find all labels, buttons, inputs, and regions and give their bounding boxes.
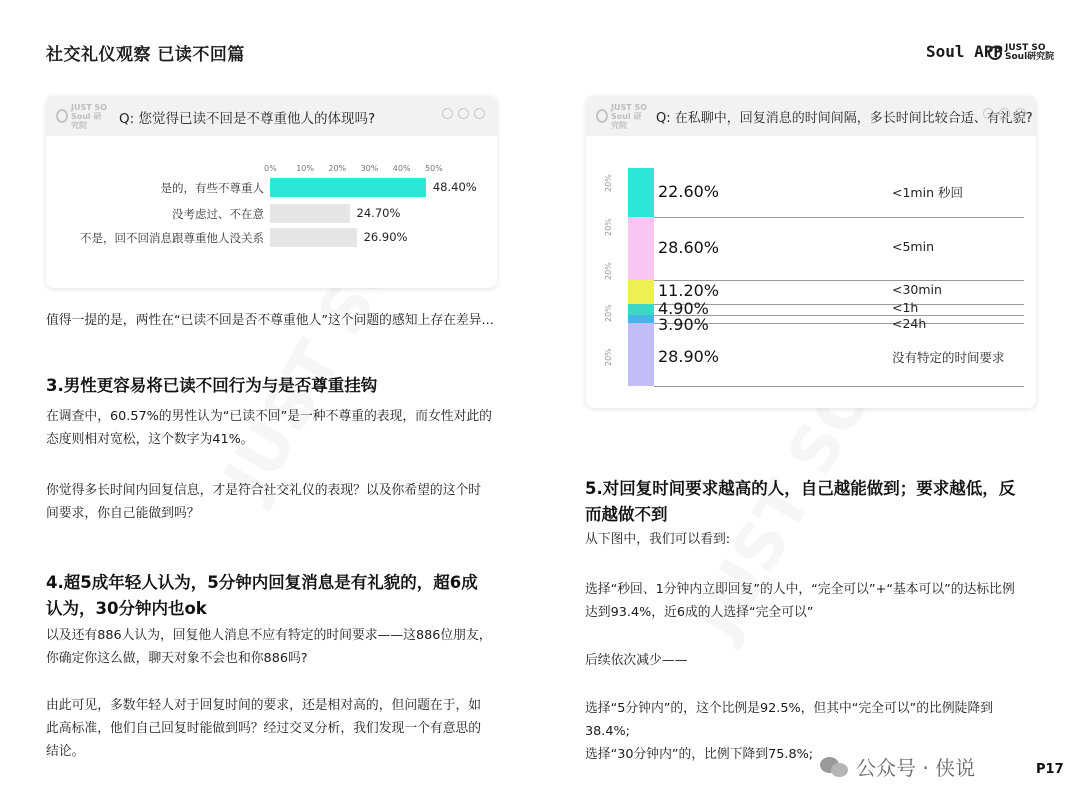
- transition-text: 后续依次减少——: [585, 653, 688, 668]
- window-buttons: [983, 108, 1026, 119]
- section-3-paragraph: 在调查中，60.57%的男性认为“已读不回”是一种不尊重的表现，而女性对此的 态度则相对宽松，这个数字为41%。: [46, 409, 492, 447]
- stack-divider: [654, 304, 1024, 305]
- stack-divider: [654, 323, 1024, 324]
- data-label: 26.90%: [363, 230, 408, 244]
- x-tick-label: 30%: [360, 164, 379, 173]
- close-icon: [474, 108, 485, 119]
- y-tick-label: 20%: [604, 218, 613, 236]
- card-header: [586, 96, 1036, 136]
- wechat-account-label: 公众号 · 侠说: [820, 752, 975, 781]
- intro-text: 从下图中，我们可以看到:: [585, 532, 731, 547]
- data-label: 4.90%: [658, 299, 709, 318]
- maximize-icon: [458, 108, 469, 119]
- soul-logo-icon: [56, 109, 68, 123]
- y-tick-label: 20%: [604, 304, 613, 322]
- x-tick-label: 0%: [264, 164, 277, 173]
- finding-paragraph-2: 选择“5分钟内”的，这个比例是92.5%，但其中“完全可以”的比例陡降到 38.4%; 选择“30分钟内”的，比例下降到75.8%;: [585, 701, 994, 762]
- category-label: <30min: [892, 282, 942, 297]
- data-label: 22.60%: [658, 182, 720, 201]
- stack-segment: [628, 217, 654, 279]
- stack-segment: [628, 323, 654, 386]
- conclusion-paragraph: 由此可见，多数年轻人对于回复时间的要求，还是相对高的，但问题在于，如 此高标准，他们自己回复时能做到吗？经过交叉分析，我们发现一个有意思的 结论。: [46, 698, 482, 759]
- data-label: 28.60%: [658, 238, 720, 257]
- page-title: 社交礼仪观察 已读不回篇: [46, 45, 245, 65]
- stack-segment: [628, 304, 654, 315]
- category-label: <1h: [892, 300, 919, 315]
- section-5-heading: 5.对回复时间要求越高的人，自己越能做到；要求越低，反 而越做不到: [585, 479, 1016, 524]
- soul-research-logo: JUST SO Soul 研究院: [56, 106, 108, 126]
- data-label: 28.90%: [658, 347, 720, 366]
- category-label: 没考虑过、不在意: [172, 207, 264, 221]
- y-tick-label: 20%: [604, 262, 613, 280]
- minimize-icon: [442, 108, 453, 119]
- x-tick-label: 10%: [296, 164, 314, 173]
- data-label: 11.20%: [658, 281, 720, 300]
- minimize-icon: [983, 108, 994, 119]
- x-tick-label: 50%: [425, 164, 443, 173]
- maximize-icon: [999, 108, 1010, 119]
- section-4-heading: 4.超5成年轻人认为，5分钟内回复消息是有礼貌的，超6成 认为，30分钟内也ok: [46, 573, 478, 618]
- question-text: Q: 您觉得已读不回是不尊重他人的体现吗?: [119, 111, 376, 127]
- section-3-heading: 3.男性更容易将已读不回行为与是否尊重挂钩: [46, 376, 378, 395]
- stack-segment: [628, 315, 654, 324]
- card-header: [46, 96, 497, 136]
- soul-logo-icon: [988, 46, 1002, 60]
- finding-paragraph-1: 选择“秒回、1分钟内立即回复”的人中，“完全可以”+“基本可以”的达标比例 达到93.4%，近6成的人选择“完全可以”: [585, 582, 1015, 620]
- data-label: 48.40%: [432, 180, 477, 194]
- x-tick-label: 20%: [328, 164, 347, 173]
- question-paragraph: 你觉得多长时间内回复信息，才是符合社交礼仪的表现？以及你希望的这个时 间要求，你自己能做到吗？: [46, 483, 482, 521]
- stack-segment: [628, 168, 654, 217]
- close-icon: [1015, 108, 1026, 119]
- brand-logo: JUST SO Soul研究院: [988, 44, 1054, 62]
- soul-logo-icon: [596, 109, 608, 123]
- category-label: 是的，有些不尊重人: [160, 181, 264, 195]
- bar: [270, 204, 350, 223]
- category-label: 没有特定的时间要求: [892, 350, 1005, 365]
- category-label: <24h: [892, 316, 927, 331]
- category-label: <5min: [892, 239, 934, 254]
- wechat-icon: [820, 755, 850, 779]
- data-label: 24.70%: [356, 206, 401, 220]
- category-label: <1min 秒回: [892, 185, 963, 200]
- question-text: Q: 在私聊中，回复消息的时间间隔，多长时间比较合适、有礼貌?: [656, 111, 1033, 126]
- note-text: 值得一提的是，两性在“已读不回是否不尊重他人”这个问题的感知上存在差异...: [46, 313, 494, 328]
- section-4-paragraph: 以及还有886人认为，回复他人消息不应有特定的时间要求——这886位朋友， 你确定你这么做，聊天对象不会也和你886吗?: [46, 628, 492, 666]
- brand-name: Soul APP: [926, 42, 1004, 61]
- category-label: 不是，回不回消息跟尊重他人没关系: [80, 231, 264, 245]
- stack-divider: [654, 386, 1024, 387]
- y-tick-label: 20%: [604, 348, 613, 366]
- page-number: P17: [1036, 762, 1064, 777]
- window-buttons: [442, 108, 485, 119]
- y-tick-label: 20%: [604, 174, 613, 192]
- x-tick-label: 40%: [392, 164, 411, 173]
- stack-segment: [628, 280, 654, 304]
- data-label: 3.90%: [658, 315, 709, 334]
- stack-divider: [654, 315, 1024, 316]
- bar: [270, 178, 426, 197]
- stack-divider: [654, 217, 1024, 218]
- bar: [270, 228, 357, 247]
- soul-research-logo: JUST SO Soul 研究院: [596, 106, 648, 126]
